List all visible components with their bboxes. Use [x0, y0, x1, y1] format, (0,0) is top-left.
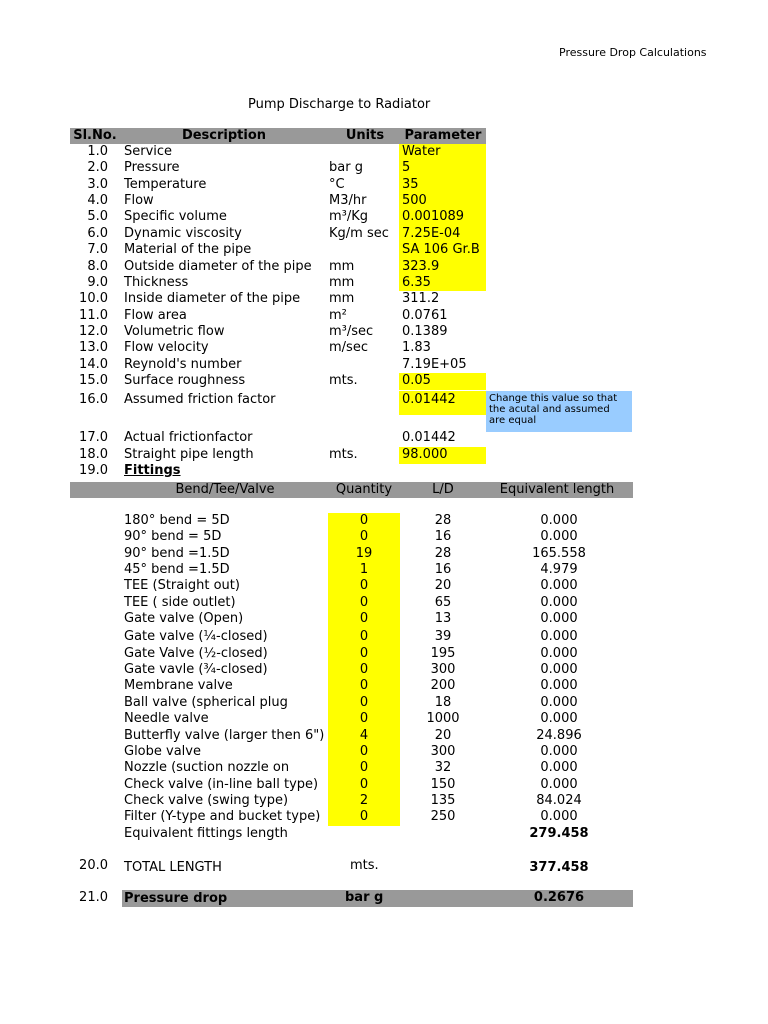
- fitting-equivalent-length: 0.000: [540, 629, 578, 644]
- row-no: 8.0: [87, 259, 108, 274]
- fitting-name: Nozzle (suction nozzle on: [124, 760, 290, 775]
- fitting-ld: 200: [430, 678, 456, 693]
- row-param[interactable]: 6.35: [402, 275, 431, 290]
- fitting-equivalent-length: 0.000: [540, 529, 578, 544]
- row-no: 11.0: [79, 308, 108, 323]
- row-unit: m³/Kg: [329, 209, 369, 224]
- fitting-name: Butterfly valve (larger then 6"): [124, 728, 325, 743]
- row-unit: mm: [329, 275, 355, 290]
- row-desc: Temperature: [124, 177, 207, 192]
- fitting-ld: 195: [430, 646, 456, 661]
- row-desc: Inside diameter of the pipe: [124, 291, 301, 306]
- fitting-name: TEE (Straight out): [124, 578, 240, 593]
- header-ld: L/D: [432, 482, 454, 497]
- fitting-name: Gate valve (Open): [124, 611, 244, 626]
- fitting-quantity[interactable]: 0: [359, 578, 369, 593]
- fitting-equivalent-length: 4.979: [540, 562, 578, 577]
- fitting-quantity[interactable]: 0: [359, 678, 369, 693]
- row-param[interactable]: Water: [402, 144, 441, 159]
- fitting-name: Globe valve: [124, 744, 201, 759]
- row-unit: M3/hr: [329, 193, 367, 208]
- fitting-quantity[interactable]: 0: [359, 777, 369, 792]
- row-param: 1.83: [402, 340, 431, 355]
- row-param: 0.0761: [402, 308, 448, 323]
- fitting-equivalent-length: 0.000: [540, 678, 578, 693]
- fitting-name: 45° bend =1.5D: [124, 562, 230, 577]
- fitting-ld: 300: [430, 744, 456, 759]
- row-unit: mm: [329, 259, 355, 274]
- fitting-equivalent-length: 0.000: [540, 595, 578, 610]
- fitting-equivalent-length: 0.000: [540, 578, 578, 593]
- row-no: 7.0: [87, 242, 108, 257]
- row-no: 15.0: [79, 373, 108, 388]
- pressure-drop-unit: bar g: [345, 890, 384, 905]
- fitting-name: Check valve (in-line ball type): [124, 777, 319, 792]
- fitting-name: Filter (Y-type and bucket type): [124, 809, 321, 824]
- fitting-quantity[interactable]: 0: [359, 809, 369, 824]
- row-param[interactable]: SA 106 Gr.B: [402, 242, 480, 257]
- main-table-header: [70, 128, 486, 144]
- row-unit: m³/sec: [329, 324, 374, 339]
- fitting-equivalent-length: 0.000: [540, 662, 578, 677]
- fitting-quantity[interactable]: 0: [359, 662, 369, 677]
- row-desc: Flow velocity: [124, 340, 209, 355]
- header-slno: Sl.No.: [73, 128, 117, 143]
- fitting-ld: 250: [430, 809, 456, 824]
- equivalent-fittings-value: 279.458: [529, 826, 589, 841]
- fitting-ld: 28: [434, 513, 452, 528]
- row-unit: Kg/m sec: [329, 226, 389, 241]
- fitting-ld: 39: [434, 629, 452, 644]
- fitting-quantity[interactable]: 0: [359, 611, 369, 626]
- fitting-quantity[interactable]: 0: [359, 744, 369, 759]
- row-no: 4.0: [87, 193, 108, 208]
- row-param[interactable]: 500: [402, 193, 427, 208]
- fitting-quantity[interactable]: 4: [359, 728, 369, 743]
- row-no: 6.0: [87, 226, 108, 241]
- fitting-ld: 16: [434, 562, 452, 577]
- row-unit: m²: [329, 308, 347, 323]
- row-desc: Straight pipe length: [124, 447, 254, 462]
- row-unit: bar g: [329, 160, 363, 175]
- row-desc: Actual frictionfactor: [124, 430, 253, 445]
- header-description: Description: [181, 128, 267, 143]
- row-no: 19.0: [79, 463, 108, 478]
- row-no: 13.0: [79, 340, 108, 355]
- fitting-name: 90° bend =1.5D: [124, 546, 230, 561]
- row-param[interactable]: 323.9: [402, 259, 440, 274]
- row-param[interactable]: 0.05: [402, 373, 431, 388]
- fitting-quantity[interactable]: 1: [359, 562, 369, 577]
- row-no: 17.0: [79, 430, 108, 445]
- fitting-equivalent-length: 0.000: [540, 646, 578, 661]
- fitting-equivalent-length: 0.000: [540, 760, 578, 775]
- row-param[interactable]: 98.000: [402, 447, 448, 462]
- fitting-quantity[interactable]: 0: [359, 760, 369, 775]
- fitting-quantity[interactable]: 0: [359, 646, 369, 661]
- row-no: 9.0: [87, 275, 108, 290]
- row-no: 10.0: [79, 291, 108, 306]
- fitting-ld: 16: [434, 529, 452, 544]
- row-desc: Flow area: [124, 308, 187, 323]
- pressure-drop-no: 21.0: [79, 890, 108, 905]
- fitting-quantity[interactable]: 0: [359, 595, 369, 610]
- row-desc: Specific volume: [124, 209, 227, 224]
- friction-note: Change this value so that the acutal and assumed are equal: [486, 391, 632, 432]
- fitting-ld: 135: [430, 793, 456, 808]
- row-desc: Surface roughness: [124, 373, 246, 388]
- fitting-equivalent-length: 0.000: [540, 809, 578, 824]
- row-unit: mts.: [329, 447, 358, 462]
- row-param[interactable]: 7.25E-04: [402, 226, 461, 241]
- fitting-name: 180° bend = 5D: [124, 513, 230, 528]
- header-equivalent-length: Equivalent length: [499, 482, 615, 497]
- fitting-ld: 65: [434, 595, 452, 610]
- row-unit: mm: [329, 291, 355, 306]
- pressure-drop-label: Pressure drop: [124, 891, 228, 906]
- fitting-quantity[interactable]: 2: [359, 793, 369, 808]
- fitting-equivalent-length: 0.000: [540, 711, 578, 726]
- document-title: Pump Discharge to Radiator: [248, 97, 431, 112]
- row-desc: Material of the pipe: [124, 242, 252, 257]
- equivalent-fittings-label: Equivalent fittings length: [124, 826, 288, 841]
- fitting-ld: 13: [434, 611, 452, 626]
- fitting-quantity[interactable]: 0: [359, 695, 369, 710]
- row-desc: Dynamic viscosity: [124, 226, 242, 241]
- fitting-quantity[interactable]: 0: [359, 629, 369, 644]
- row-desc: Flow: [124, 193, 154, 208]
- total-length-no: 20.0: [79, 858, 108, 873]
- fitting-ld: 150: [430, 777, 456, 792]
- fitting-equivalent-length: 0.000: [540, 744, 578, 759]
- fitting-quantity[interactable]: 0: [359, 529, 369, 544]
- row-desc: Volumetric flow: [124, 324, 225, 339]
- fitting-name: 90° bend = 5D: [124, 529, 222, 544]
- pressure-drop-band: [122, 890, 633, 907]
- fitting-ld: 18: [434, 695, 452, 710]
- page-header-title: Pressure Drop Calculations: [559, 46, 707, 59]
- fitting-equivalent-length: 0.000: [540, 611, 578, 626]
- row-param[interactable]: 0.01442: [402, 392, 456, 407]
- fitting-quantity[interactable]: 0: [359, 711, 369, 726]
- row-unit: mts.: [329, 373, 358, 388]
- fitting-name: Check valve (swing type): [124, 793, 289, 808]
- total-length-unit: mts.: [350, 858, 379, 873]
- row-desc: Service: [124, 144, 173, 159]
- row-no: 2.0: [87, 160, 108, 175]
- fitting-name: Ball valve (spherical plug: [124, 695, 288, 710]
- fitting-equivalent-length: 24.896: [536, 728, 582, 743]
- fitting-ld: 1000: [426, 711, 460, 726]
- fitting-quantity[interactable]: 19: [355, 546, 373, 561]
- row-desc: Outside diameter of the pipe: [124, 259, 312, 274]
- total-length-label: TOTAL LENGTH: [124, 860, 222, 875]
- fittings-section-title: Fittings: [124, 463, 181, 478]
- fitting-equivalent-length: 0.000: [540, 777, 578, 792]
- fitting-ld: 20: [434, 728, 452, 743]
- fitting-ld: 300: [430, 662, 456, 677]
- row-param[interactable]: 0.001089: [402, 209, 465, 224]
- row-unit: °C: [329, 177, 345, 192]
- fitting-equivalent-length: 0.000: [540, 695, 578, 710]
- row-no: 16.0: [79, 392, 108, 407]
- fitting-name: Membrane valve: [124, 678, 233, 693]
- row-param: 311.2: [402, 291, 440, 306]
- row-desc: Assumed friction factor: [124, 392, 276, 407]
- row-param[interactable]: 35: [402, 177, 419, 192]
- row-desc: Thickness: [124, 275, 189, 290]
- row-no: 18.0: [79, 447, 108, 462]
- fittings-table-header: [70, 482, 633, 498]
- row-no: 1.0: [87, 144, 108, 159]
- row-desc: Pressure: [124, 160, 180, 175]
- header-fitting-name: Bend/Tee/Valve: [175, 482, 275, 497]
- fitting-ld: 20: [434, 578, 452, 593]
- header-units: Units: [345, 128, 385, 143]
- header-quantity: Quantity: [335, 482, 393, 497]
- total-length-value: 377.458: [529, 860, 589, 875]
- fitting-ld: 28: [434, 546, 452, 561]
- row-param: 7.19E+05: [402, 357, 467, 372]
- row-param: 0.1389: [402, 324, 448, 339]
- row-no: 3.0: [87, 177, 108, 192]
- fitting-name: TEE ( side outlet): [124, 595, 236, 610]
- fitting-equivalent-length: 0.000: [540, 513, 578, 528]
- header-parameter: Parameter: [404, 128, 482, 143]
- row-desc: Reynold's number: [124, 357, 242, 372]
- row-param[interactable]: 5: [402, 160, 411, 175]
- fitting-quantity[interactable]: 0: [359, 513, 369, 528]
- fitting-name: Needle valve: [124, 711, 209, 726]
- fitting-name: Gate vavle (¾-closed): [124, 662, 268, 677]
- row-no: 12.0: [79, 324, 108, 339]
- fitting-ld: 32: [434, 760, 452, 775]
- row-unit: m/sec: [329, 340, 368, 355]
- fitting-equivalent-length: 84.024: [536, 793, 582, 808]
- pressure-drop-value: 0.2676: [533, 890, 585, 905]
- row-param: 0.01442: [402, 430, 456, 445]
- row-no: 14.0: [79, 357, 108, 372]
- fitting-equivalent-length: 165.558: [532, 546, 586, 561]
- fitting-name: Gate valve (¼-closed): [124, 629, 268, 644]
- row-no: 5.0: [87, 209, 108, 224]
- fitting-name: Gate Valve (½-closed): [124, 646, 268, 661]
